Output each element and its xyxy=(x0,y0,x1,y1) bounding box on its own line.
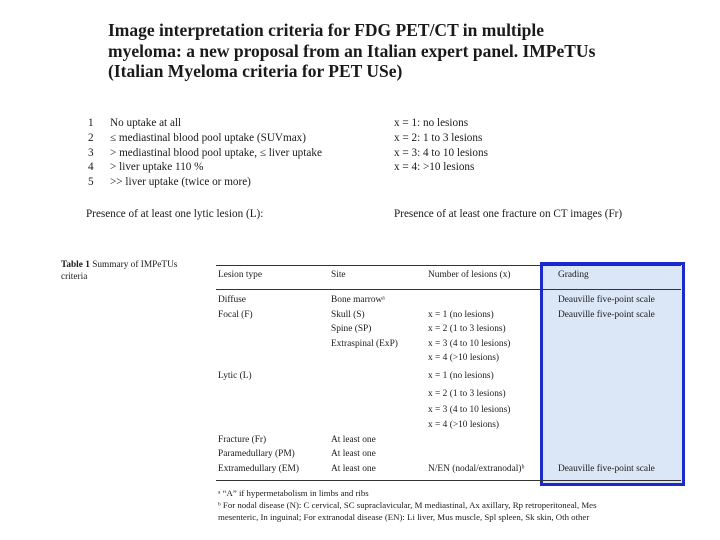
cell-lesion-type: Extramedullary (EM) xyxy=(218,463,299,474)
scale-row xyxy=(88,175,688,190)
scoring-scale xyxy=(88,116,688,190)
table-footnotes xyxy=(218,488,688,523)
scale-number: 4 xyxy=(88,161,94,174)
cell-number: N/EN (nodal/extranodal)ᵇ xyxy=(428,463,525,474)
scale-criterion: ≤ mediastinal blood pool uptake (SUVmax) xyxy=(110,131,306,144)
scale-row xyxy=(88,116,688,131)
scale-count: x = 4: >10 lesions xyxy=(394,161,475,174)
cell-grading: Deauville five-point scale xyxy=(558,295,655,305)
scale-row xyxy=(88,160,688,175)
scale-row xyxy=(88,131,688,146)
scale-criterion: > liver uptake 110 % xyxy=(110,161,204,174)
cell-number: x = 2 (1 to 3 lesions) xyxy=(428,389,506,399)
footnote-b-line-2: mesenteric, In inguinal; For extranodal disease (EN): Li liver, Mus muscle, Spl spleen, Sk skin, Oth other xyxy=(218,511,590,522)
lytic-presence-label: Presence of at least one lytic lesion (L): xyxy=(86,208,264,220)
scale-number: 1 xyxy=(88,117,94,129)
table-caption xyxy=(61,260,201,283)
cell-number: x = 3 (4 to 10 lesions) xyxy=(428,405,511,415)
title-line-3: (Italian Myeloma criteria for PET USe) xyxy=(108,61,403,81)
table-caption-text: Summary of IMPeTUs criteria xyxy=(61,260,178,282)
footnote-a: ᵃ “A” if hypermetabolism in limbs and ribs xyxy=(218,488,369,498)
cell-site: At least one xyxy=(331,434,376,445)
cell-number: x = 1 (no lesions) xyxy=(428,371,494,381)
header-lesion-type: Lesion type xyxy=(218,270,263,280)
cell-site: Spine (SP) xyxy=(331,324,372,334)
header-site: Site xyxy=(331,270,346,280)
slide-title xyxy=(108,20,668,82)
scale-number: 5 xyxy=(88,176,94,189)
cell-number: x = 4 (>10 lesions) xyxy=(428,353,499,363)
scale-count: x = 1: no lesions xyxy=(394,117,469,129)
table-bottom-rule xyxy=(216,480,681,481)
cell-site: Extraspinal (ExP) xyxy=(331,338,398,349)
cell-lesion-type: Focal (F) xyxy=(218,309,253,320)
scale-count: x = 3: 4 to 10 lesions xyxy=(394,146,488,159)
cell-number: x = 3 (4 to 10 lesions) xyxy=(428,338,511,349)
cell-lesion-type: Paramedullary (PM) xyxy=(218,449,295,459)
cell-number: x = 1 (no lesions) xyxy=(428,309,494,320)
cell-site: At least one xyxy=(331,463,376,474)
scale-criterion: > mediastinal blood pool uptake, ≤ liver uptake xyxy=(110,146,322,159)
scale-row xyxy=(88,146,688,161)
title-line-1: Image interpretation criteria for FDG PET/CT in multiple xyxy=(108,20,544,40)
cell-grading: Deauville five-point scale xyxy=(558,309,655,320)
table-top-rule xyxy=(216,265,681,266)
cell-lesion-type: Lytic (L) xyxy=(218,371,252,381)
cell-grading: Deauville five-point scale xyxy=(558,463,655,474)
cell-site: At least one xyxy=(331,449,376,459)
scale-number: 2 xyxy=(88,131,94,144)
cell-number: x = 4 (>10 lesions) xyxy=(428,420,499,430)
fracture-presence-label: Presence of at least one fracture on CT images (Fr) xyxy=(394,208,623,220)
scale-number: 3 xyxy=(88,146,94,159)
cell-lesion-type: Diffuse xyxy=(218,295,246,305)
cell-lesion-type: Fracture (Fr) xyxy=(218,434,267,445)
table-caption-label: Table 1 xyxy=(61,260,90,270)
header-grading: Grading xyxy=(558,270,589,280)
cell-number: x = 2 (1 to 3 lesions) xyxy=(428,324,506,334)
title-line-2: myeloma: a new proposal from an Italian expert panel. IMPeTUs xyxy=(108,40,596,61)
header-number-of-lesions: Number of lesions (x) xyxy=(428,270,511,280)
scale-count: x = 2: 1 to 3 lesions xyxy=(394,131,483,144)
table-header-rule xyxy=(216,289,681,290)
cell-site: Bone marrowᵃ xyxy=(331,295,385,305)
footnote-b-line-1: ᵇ For nodal disease (N): C cervical, SC supraclavicular, M mediastinal, Ax axillary, Rp retroperitoneal, Mes xyxy=(218,499,597,510)
scale-criterion: No uptake at all xyxy=(110,117,182,129)
cell-site: Skull (S) xyxy=(331,309,365,320)
scale-criterion: >> liver uptake (twice or more) xyxy=(110,176,251,189)
